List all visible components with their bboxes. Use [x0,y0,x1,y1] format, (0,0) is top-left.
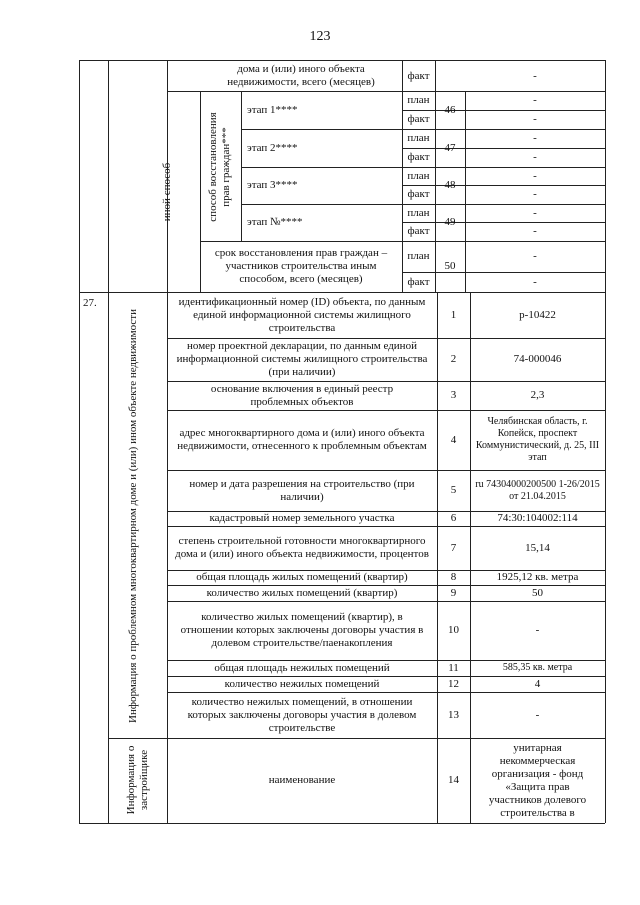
object-row-number: 1 [450,308,457,321]
object-row-label: идентификационный номер (ID) объекта, по данным единой информационной системы жилищного строительства [178,295,426,334]
fact-label: факт [407,69,430,82]
stage-plan-value: - [533,169,537,182]
fact-label: факт [407,275,430,288]
developer-section-label: Информация о застройщике [125,745,150,815]
total-time-label: дома и (или) иного объекта недвижимости, всего (месяцев) [227,63,375,88]
deadline-plan-value: - [533,250,537,262]
object-row-label: количество жилых помещений (квартир), в отношении которых заключены договоры участия в долевом строительстве/паенакопления [180,611,424,649]
object-row-number: 14 [448,774,459,786]
object-row-value: унитарная некоммерческая организация - фонд «Защита прав участников долевого строительства в [488,741,587,819]
stage-plan-value: - [533,206,537,219]
fact-label: факт [407,225,430,237]
plan-label: план [407,250,430,262]
object-row-number: 3 [450,389,457,401]
stage-name: этап 2**** [247,141,298,154]
plan-label: план [407,132,430,144]
object-row-label: номер и дата разрешения на строительство (при наличии) [189,477,415,503]
other-method-label: иной способ [160,162,173,222]
fact-label: факт [407,113,430,125]
object-row-value: 1925,12 кв. метра [496,571,579,583]
object-row-value: 585,35 кв. метра [502,662,573,673]
row-number: 27. [83,296,97,309]
object-row-label: номер проектной декларации, по данным единой информационной системы жилищного строительства (при наличии) [176,340,428,378]
stage-fact-value: - [533,151,537,163]
deadline-fact-value: - [533,275,537,288]
fact-label: факт [407,188,430,200]
object-row-label: общая площадь жилых помещений (квартир) [196,571,408,583]
total-time-value: - [533,69,537,82]
page-number: 123 [309,29,331,44]
object-row-label: степень строительной готовности многоквартирного дома и (или) иного объекта недвижимости, процентов [175,535,429,560]
object-row-number: 7 [450,541,457,554]
object-section-label: Информация о проблемном многоквартирном доме и (или) ином объекте недвижимости [126,309,139,723]
object-row-value: ru 74304000200500 1-26/2015 от 21.04.2015 [475,478,600,502]
restoration-method-label: способ восстановления прав граждан*** [207,112,232,222]
stage-number: 49 [444,216,456,228]
object-row-number: 13 [448,708,459,721]
object-row-label: количество жилых помещений (квартир) [206,586,398,599]
stage-plan-value: - [533,94,537,106]
stage-name: этап №**** [247,216,303,228]
object-row-label: количество нежилых помещений, в отношении которых заключены договоры участия в долевом строительстве [187,695,417,734]
object-row-value: 50 [532,586,543,599]
stage-fact-value: - [533,225,537,237]
object-row-value: Челябинская область, г. Копейск, проспект Коммунистический, д. 25, III этап [475,416,600,463]
object-row-label: основание включения в единый реестр проблемных объектов [210,382,394,408]
object-row-number: 10 [448,624,459,636]
deadline-number: 50 [444,260,456,272]
stage-number: 47 [444,141,456,154]
object-row-number: 4 [450,433,457,446]
stage-name: этап 3**** [247,179,298,191]
object-row-label: адрес многоквартирного дома и (или) иного объекта недвижимости, отнесенного к проблемным объектам [177,427,427,452]
object-row-value: 15,14 [525,541,550,554]
object-row-value: 2,3 [530,389,545,401]
object-row-number: 9 [450,586,457,599]
deadline-label: срок восстановления прав граждан – участников строительства иным способом, всего (месяцев) [214,247,388,285]
object-row-number: 5 [450,484,457,496]
stage-fact-value: - [533,188,537,200]
object-row-value: р-10422 [519,308,556,321]
stage-plan-value: - [533,132,537,144]
object-row-label: количество нежилых помещений [224,677,380,690]
fact-label: факт [407,151,430,163]
object-row-number: 8 [450,571,457,583]
object-row-number: 2 [450,353,457,365]
stage-fact-value: - [533,113,537,125]
object-row-number: 6 [450,512,457,524]
object-row-value: 4 [534,677,541,690]
stage-name: этап 1**** [247,103,298,116]
plan-label: план [407,169,430,182]
object-row-label: кадастровый номер земельного участка [209,512,395,524]
object-row-number: 12 [448,677,459,690]
plan-label: план [407,206,430,219]
object-row-number: 11 [448,661,459,674]
object-row-label: общая площадь нежилых помещений [214,661,390,674]
plan-label: план [407,94,430,106]
object-row-value: 74-000046 [513,353,562,365]
object-row-value: 74:30:104002:114 [497,512,578,524]
stage-number: 48 [444,179,456,191]
stage-number: 46 [444,103,456,116]
object-row-value: - [535,708,540,721]
object-row-label: наименование [268,774,336,786]
object-row-value: - [535,624,540,636]
